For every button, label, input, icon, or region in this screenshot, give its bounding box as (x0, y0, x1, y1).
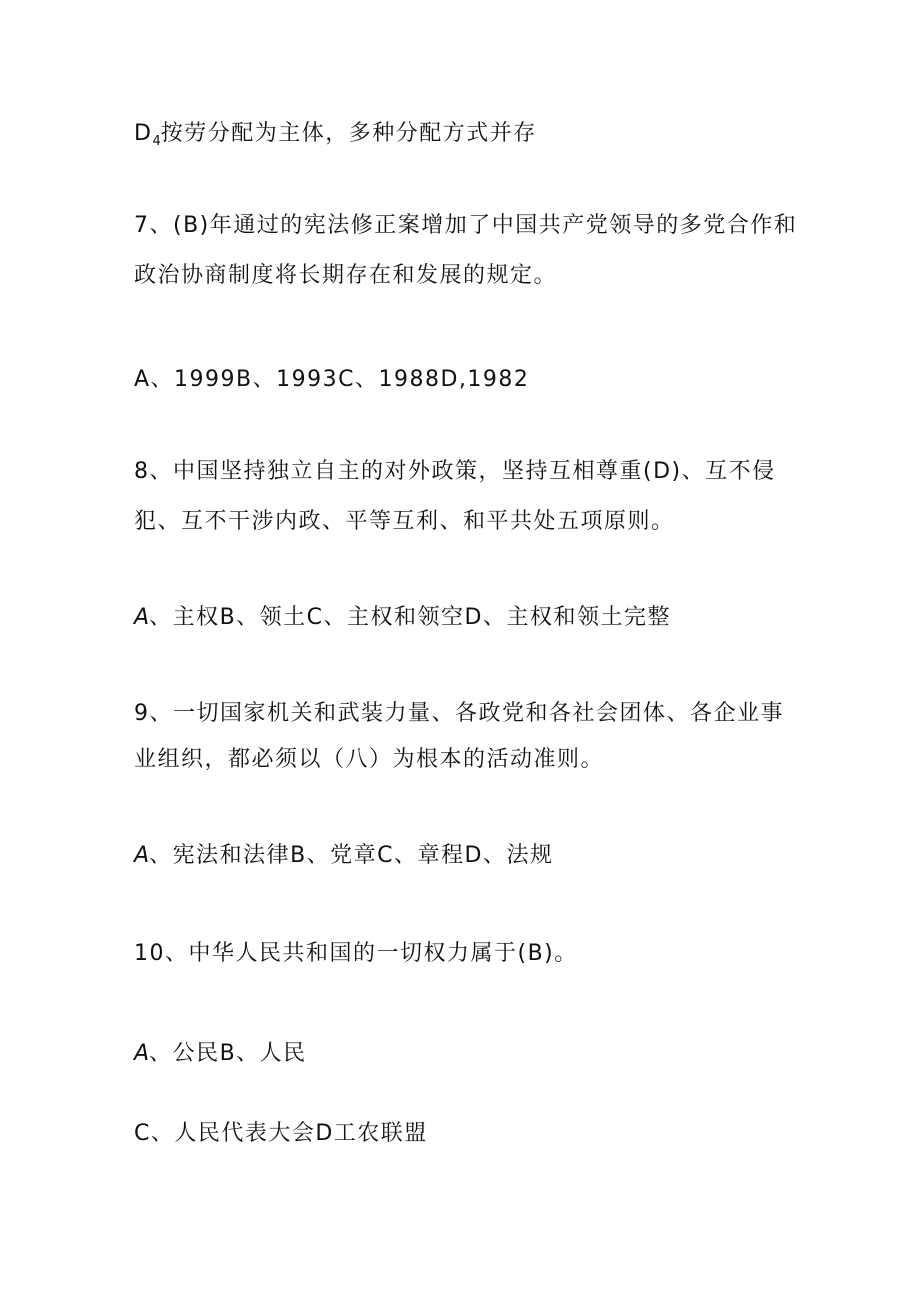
question-9-line-2: 业组织，都必须以（八）为根本的活动准则。 (134, 747, 605, 772)
option-d-text: 按劳分配为主体，多种分配方式并存 (160, 121, 537, 146)
question-9-option-a-letter: A (134, 843, 150, 868)
question-10-line-1: 10、中华人民共和国的一切权力属于(B)。 (134, 941, 578, 966)
option-d-line (134, 120, 537, 151)
question-7-line-1: 7、(B)年通过的宪法修正案增加了中国共产党领导的多党合作和 (134, 213, 798, 238)
question-7-options: A、1999B、1993C、1988D,1982 (134, 367, 530, 392)
question-10-options-ab-text: 、公民B、人民 (149, 1041, 307, 1066)
question-7-line-2: 政治协商制度将长期存在和发展的规定。 (134, 263, 558, 288)
question-8-line-2: 犯、互不干涉内政、平等互利、和平共处五项原则。 (134, 509, 675, 534)
question-8-line-1: 8、中国坚持独立自主的对外政策，坚持互相尊重(D)、互不侵 (134, 459, 776, 484)
question-9-options-text: 、宪法和法律B、党章C、章程D、法规 (149, 843, 554, 868)
option-d-subscript: 4 (152, 134, 161, 149)
question-9-line-1: 9、一切国家机关和武装力量、各政党和各社会团体、各企业事 (134, 701, 784, 726)
question-10-options-cd: C、人民代表大会D工农联盟 (134, 1121, 428, 1146)
question-10-option-a-letter: A (134, 1041, 150, 1066)
question-10-options-ab (134, 1040, 307, 1068)
question-9-options (134, 842, 553, 870)
question-8-option-a-letter: A (134, 605, 150, 630)
option-d-letter: D (134, 121, 153, 146)
question-8-options (134, 604, 671, 632)
question-8-options-text: 、主权B、领土C、主权和领空D、主权和领土完整 (149, 605, 671, 630)
